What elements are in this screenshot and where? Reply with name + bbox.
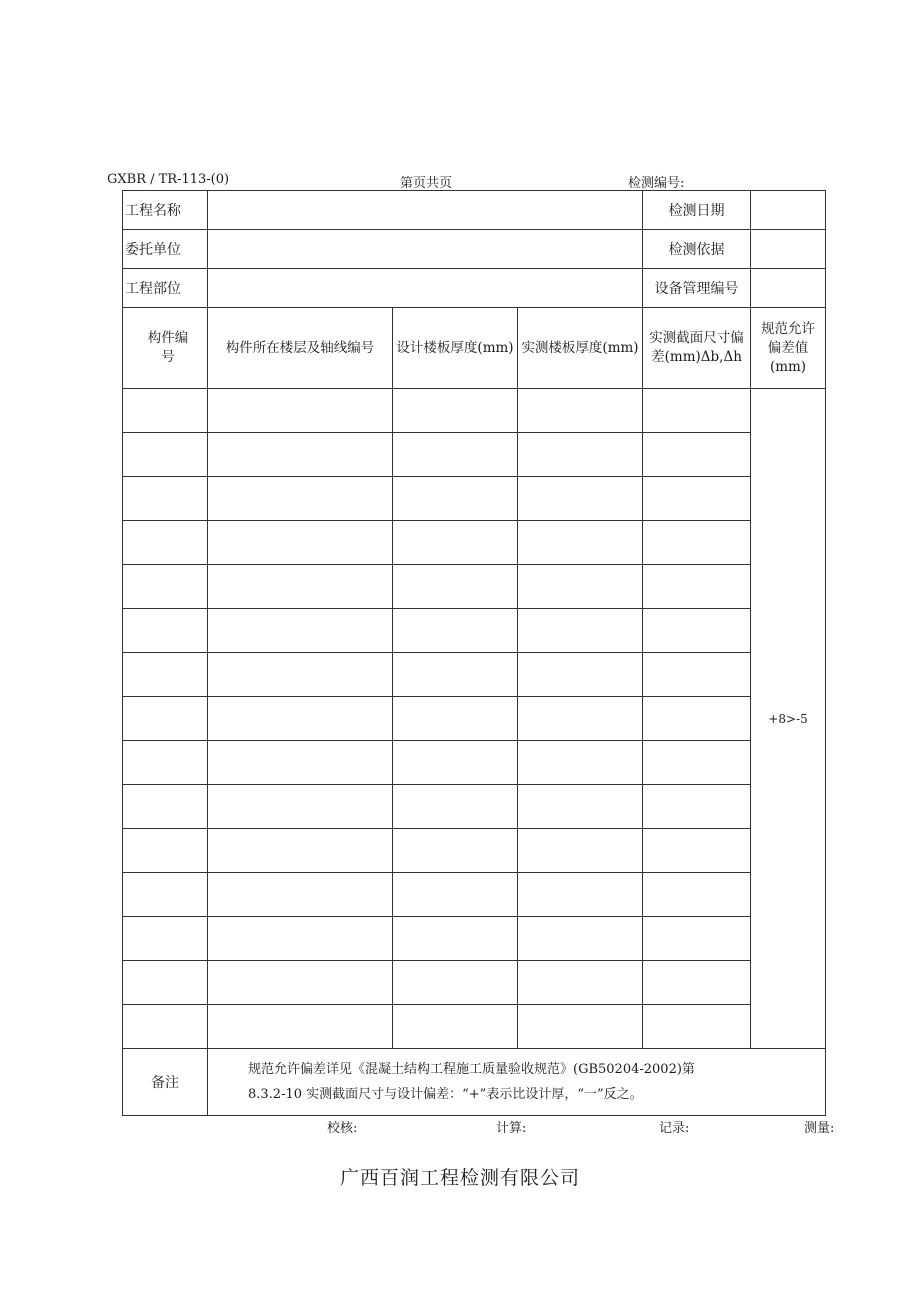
data-cell[interactable] [643,961,751,1005]
data-cell[interactable] [643,917,751,961]
test-date-field[interactable] [751,191,826,230]
data-cell[interactable] [123,741,208,785]
project-name-label: 工程名称 [123,191,208,230]
data-cell[interactable] [208,697,393,741]
data-cell[interactable] [518,741,643,785]
data-cell[interactable] [123,565,208,609]
data-cell[interactable] [518,873,643,917]
data-cell[interactable] [643,477,751,521]
info-row-client [123,230,826,269]
recorder-label: 记录: [659,1121,690,1136]
data-cell[interactable] [208,785,393,829]
data-cell[interactable] [393,477,518,521]
data-cell[interactable] [393,565,518,609]
data-cell[interactable] [208,653,393,697]
tolerance-value: +8>-5 [751,389,826,1049]
data-cell[interactable] [393,917,518,961]
table-row [123,477,826,521]
data-cell[interactable] [123,653,208,697]
col-design-thickness: 设计楼板厚度(mm) [393,308,518,389]
data-cell[interactable] [123,917,208,961]
data-cell[interactable] [123,873,208,917]
data-cell[interactable] [518,961,643,1005]
table-row [123,609,826,653]
client-label: 委托单位 [123,230,208,269]
data-cell[interactable] [208,917,393,961]
table-row [123,653,826,697]
data-cell[interactable] [393,873,518,917]
data-cell[interactable] [518,521,643,565]
data-cell[interactable] [643,389,751,433]
data-cell[interactable] [643,521,751,565]
data-cell[interactable] [393,961,518,1005]
data-cell[interactable] [643,741,751,785]
company-name: 广西百润工程检测有限公司 [339,1167,580,1189]
data-cell[interactable] [518,565,643,609]
col-actual-thickness: 实测楼板厚度(mm) [518,308,643,389]
data-cell[interactable] [208,521,393,565]
test-basis-label: 检测依据 [643,230,751,269]
data-cell[interactable] [393,785,518,829]
data-cell[interactable] [208,609,393,653]
data-cell[interactable] [643,565,751,609]
data-cell[interactable] [123,1005,208,1049]
data-cell[interactable] [393,697,518,741]
data-cell[interactable] [123,477,208,521]
test-basis-field[interactable] [751,230,826,269]
col-component-no-text: 构件编号 [147,330,189,365]
data-cell[interactable] [643,653,751,697]
data-cell[interactable] [518,609,643,653]
data-cell[interactable] [643,433,751,477]
data-cell[interactable] [123,961,208,1005]
data-cell[interactable] [518,389,643,433]
project-part-field[interactable] [208,269,643,308]
data-cell[interactable] [393,389,518,433]
col-deviation-text: 实测截面尺寸偏差(mm)Δb,Δh [649,330,744,365]
data-cell[interactable] [208,433,393,477]
report-number-label: 检测编号: [628,176,685,191]
data-cell[interactable] [643,697,751,741]
remarks-text [208,1049,826,1116]
project-name-field[interactable] [208,191,643,230]
column-header-row [123,308,826,389]
col-deviation [643,308,751,389]
data-cell[interactable] [123,433,208,477]
data-cell[interactable] [393,609,518,653]
table-row [123,961,826,1005]
table-row [123,697,826,741]
data-cell[interactable] [393,829,518,873]
data-cell[interactable] [123,521,208,565]
table-row [123,433,826,477]
data-cell[interactable] [123,609,208,653]
data-cell[interactable] [393,1005,518,1049]
data-cell[interactable] [643,609,751,653]
page-indicator: 第页共页 [400,176,453,191]
col-tolerance-text: 规范允许偏差值(mm) [761,320,816,375]
data-cell[interactable] [208,741,393,785]
inspection-table [122,190,826,1116]
data-cell[interactable] [208,477,393,521]
table-row [123,389,826,433]
data-cell[interactable] [208,873,393,917]
data-cell[interactable] [123,829,208,873]
reviewer-label: 校核: [327,1121,358,1136]
data-cell[interactable] [518,1005,643,1049]
project-part-label: 工程部位 [123,269,208,308]
data-cell[interactable] [393,521,518,565]
table-row [123,1005,826,1049]
remarks-line-2: 8.3.2-10 实测截面尺寸与设计偏差：“+”表示比设计厚，“一”反之。 [248,1087,643,1102]
info-row-project-part [123,269,826,308]
data-cell[interactable] [518,697,643,741]
table-row [123,829,826,873]
form-code: GXBR / TR-113-(0) [107,172,230,187]
table-row [123,565,826,609]
data-cell[interactable] [123,785,208,829]
data-cell[interactable] [123,697,208,741]
data-cell[interactable] [518,477,643,521]
data-cell[interactable] [208,1005,393,1049]
col-floor-axis: 构件所在楼层及轴线编号 [208,308,393,389]
data-cell[interactable] [518,785,643,829]
client-field[interactable] [208,230,643,269]
data-cell[interactable] [393,741,518,785]
data-cell[interactable] [518,829,643,873]
data-cell[interactable] [208,389,393,433]
data-cell[interactable] [393,653,518,697]
remarks-row [123,1049,826,1116]
equipment-no-field[interactable] [751,269,826,308]
remarks-label: 备注 [123,1049,208,1116]
table-row [123,521,826,565]
measurer-label: 测量: [804,1121,835,1136]
table-row [123,785,826,829]
table-row [123,873,826,917]
data-cell[interactable] [643,785,751,829]
col-component-no [123,308,208,389]
data-cell[interactable] [518,433,643,477]
data-cell[interactable] [123,389,208,433]
test-date-label: 检测日期 [643,191,751,230]
equipment-no-label: 设备管理编号 [643,269,751,308]
data-cell[interactable] [393,433,518,477]
data-cell[interactable] [208,829,393,873]
remarks-line-1: 规范允许偏差详见《混凝土结构工程施工质量验收规范》(GB50204-2002)第 [248,1062,695,1077]
data-cell[interactable] [518,653,643,697]
data-cell[interactable] [643,829,751,873]
data-cell[interactable] [643,1005,751,1049]
data-cell[interactable] [208,565,393,609]
info-row-project-name [123,191,826,230]
table-row [123,917,826,961]
data-cell[interactable] [518,917,643,961]
data-cell[interactable] [208,961,393,1005]
data-cell[interactable] [643,873,751,917]
table-row [123,741,826,785]
calculator-label: 计算: [496,1121,527,1136]
col-tolerance [751,308,826,389]
